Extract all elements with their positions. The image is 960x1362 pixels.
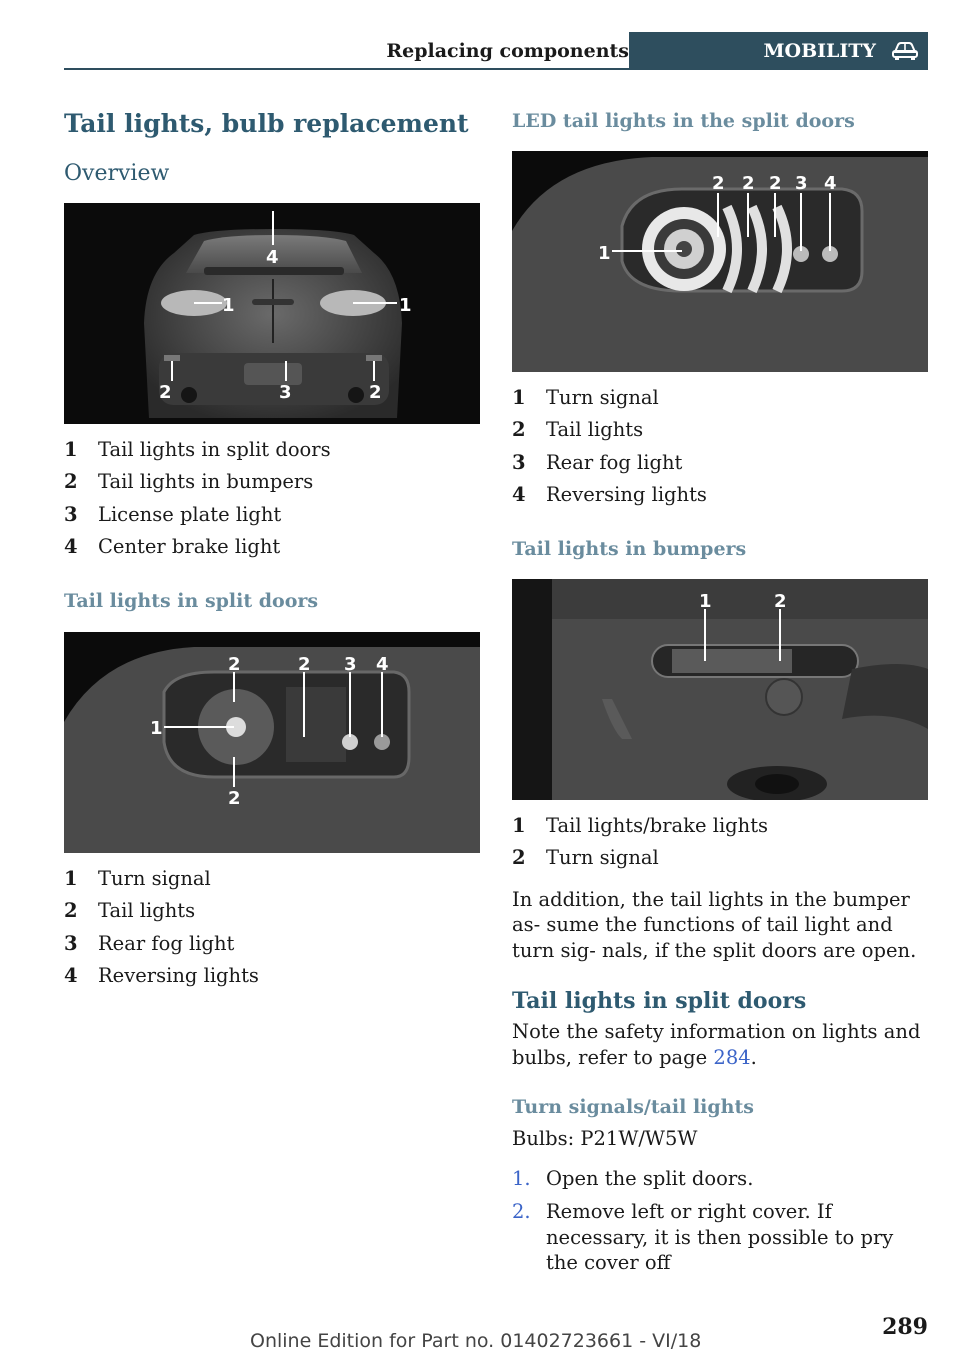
legend-item [512, 479, 928, 511]
step-text: Remove left or right cover. If necessary, it is then possible to pry the cover off [546, 1200, 894, 1275]
callout-label: 3 [279, 382, 292, 403]
legend-label: Turn signal [546, 846, 659, 870]
footer-edition: Online Edition for Part no. 01402723661 - VI/18 [250, 1330, 702, 1352]
legend-label: Rear fog light [98, 931, 235, 955]
legend-item [512, 382, 928, 414]
callout-label: 4 [266, 247, 279, 268]
bumpers-figure [512, 579, 928, 800]
legend-item [64, 434, 480, 466]
legend-number: 4 [64, 534, 78, 558]
bulbs-text: Bulbs: P21W/W5W [512, 1127, 698, 1151]
legend-item [512, 842, 928, 874]
legend-item [512, 414, 928, 446]
header-rule [64, 68, 928, 70]
legend-number: 3 [512, 450, 526, 474]
legend-item [64, 928, 480, 960]
legend-item [64, 499, 480, 531]
legend-number: 2 [512, 418, 526, 442]
legend-label: Rear fog light [546, 450, 683, 474]
step-item [512, 1166, 928, 1192]
bumpers-paragraph: In addition, the tail lights in the bumper as‐ sume the functions of tail light and turn sig‐ nals, if the split doors are open. [512, 887, 917, 962]
step-number: 1. [512, 1166, 531, 1190]
split-doors-figure [64, 632, 480, 853]
header-section-title: Replacing components [386, 40, 629, 62]
callout-label: 2 [298, 654, 311, 676]
legend-label: Tail lights in split doors [98, 438, 331, 461]
callout-label: 3 [795, 173, 808, 194]
callout-label: 4 [376, 654, 389, 676]
callout-label: 1 [699, 591, 712, 613]
page-number: 289 [882, 1314, 928, 1340]
split-doors-section-heading: Tail lights in split doors [512, 988, 807, 1015]
legend-number: 1 [64, 438, 78, 461]
safety-note [512, 1019, 928, 1070]
legend-label: Tail lights in bumpers [98, 470, 314, 494]
page-reference-link[interactable]: 284 [713, 1045, 751, 1069]
callout-label: 4 [824, 173, 837, 194]
legend-item [64, 895, 480, 927]
callout-label: 1 [399, 295, 412, 316]
safety-note-text: Note the safety information on lights and bulbs, refer to page [512, 1020, 921, 1069]
legend-label: Turn signal [546, 386, 659, 409]
steps-list [512, 1166, 928, 1276]
header-chapter-title: MOBILITY [763, 40, 876, 62]
legend-number: 3 [64, 931, 78, 955]
legend-number: 1 [512, 814, 526, 838]
car-icon [892, 41, 918, 61]
legend-label: Reversing lights [546, 482, 707, 506]
legend-item [64, 863, 480, 895]
legend-number: 2 [64, 899, 78, 923]
legend-number: 4 [64, 964, 78, 988]
legend-item [512, 810, 928, 842]
page-header [64, 32, 928, 70]
step-number: 2. [512, 1200, 531, 1224]
legend-label: Reversing lights [98, 964, 259, 988]
callout-label: 2 [742, 173, 755, 194]
turn-signals-heading: Turn signals/tail lights [512, 1096, 754, 1119]
overview-heading: Overview [64, 161, 170, 186]
legend-item [512, 447, 928, 479]
step-text: Open the split doors. [546, 1166, 754, 1190]
overview-legend [64, 434, 480, 563]
led-heading: LED tail lights in the split doors [512, 110, 855, 132]
right-column [512, 100, 928, 1276]
callout-label: 1 [222, 295, 235, 316]
legend-number: 3 [64, 502, 78, 526]
callout-label: 3 [344, 654, 357, 676]
legend-item [64, 960, 480, 992]
led-figure [512, 151, 928, 372]
legend-number: 4 [512, 482, 526, 506]
step-item [512, 1199, 928, 1276]
overview-figure [64, 203, 480, 424]
legend-number: 1 [64, 867, 78, 891]
split-doors-legend [64, 863, 480, 992]
legend-label: Tail lights/brake lights [546, 814, 769, 838]
legend-label: Tail lights [546, 418, 644, 442]
left-column [64, 100, 480, 992]
callout-label: 2 [774, 591, 787, 613]
callout-label: 2 [769, 173, 782, 194]
callout-label: 2 [228, 654, 241, 676]
legend-number: 2 [512, 846, 526, 870]
callout-label: 2 [228, 788, 241, 810]
legend-number: 2 [64, 470, 78, 494]
legend-label: Tail lights [98, 899, 196, 923]
callout-label: 1 [150, 718, 163, 740]
callout-label: 1 [598, 243, 611, 264]
legend-label: License plate light [98, 502, 282, 526]
page-title: Tail lights, bulb replacement [64, 109, 469, 138]
callout-label: 2 [159, 382, 172, 403]
legend-label: Center brake light [98, 534, 281, 558]
callout-label: 2 [369, 382, 382, 403]
bumpers-heading: Tail lights in bumpers [512, 538, 747, 561]
legend-item [64, 531, 480, 563]
split-doors-heading: Tail lights in split doors [64, 590, 319, 613]
callout-label: 2 [712, 173, 725, 194]
header-chapter-tab [629, 32, 928, 70]
legend-label: Turn signal [98, 867, 211, 891]
safety-note-end: . [750, 1045, 757, 1069]
legend-item [64, 466, 480, 498]
bumpers-legend [512, 810, 928, 875]
legend-number: 1 [512, 386, 526, 409]
led-legend [512, 382, 928, 511]
